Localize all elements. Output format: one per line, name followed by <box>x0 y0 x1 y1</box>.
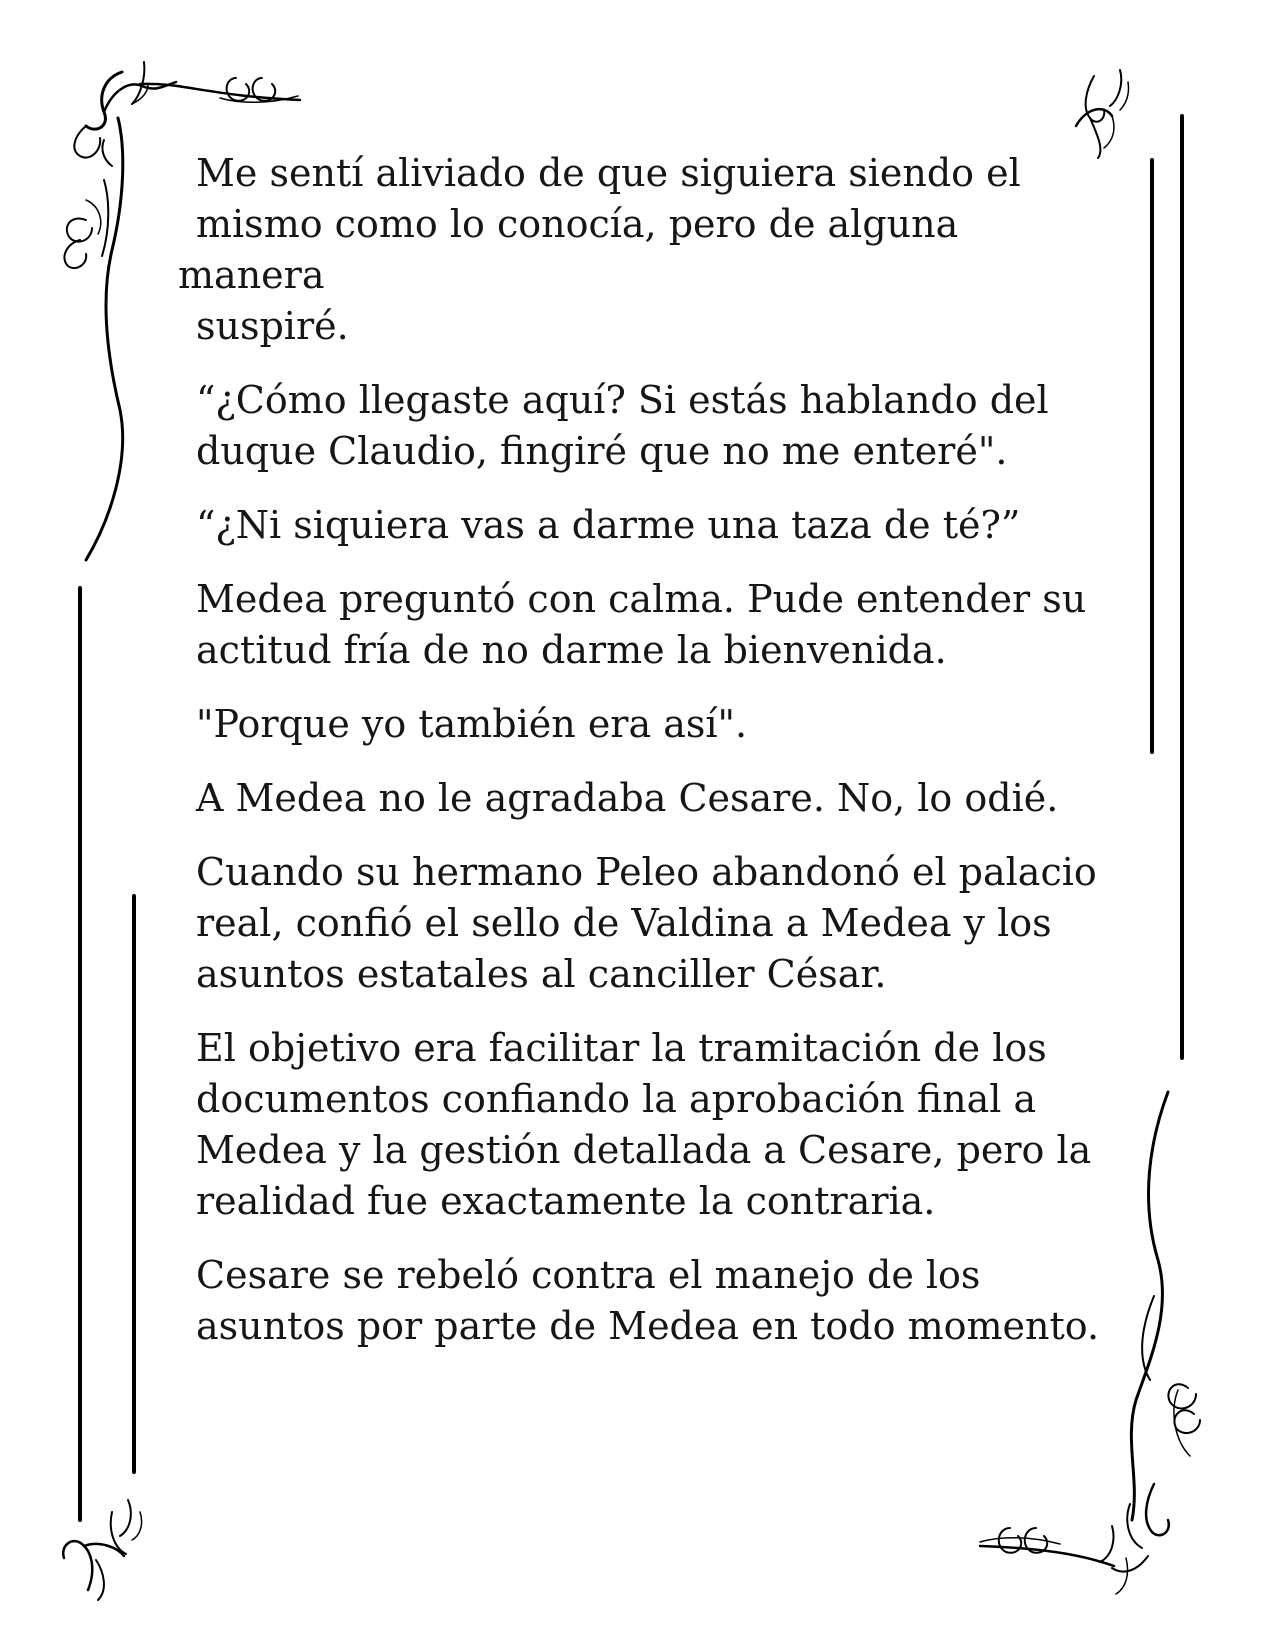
text-line: duque Claudio, fingiré que no me enteré". <box>196 429 1008 473</box>
paragraph <box>178 500 1108 551</box>
text-line: Medea y la gestión detallada a Cesare, pero la <box>196 1128 1092 1172</box>
text-line: Medea preguntó con calma. Pude entender su <box>196 577 1087 621</box>
text-line: asuntos estatales al canciller César. <box>196 952 887 996</box>
paragraph <box>178 1250 1108 1352</box>
paragraph <box>178 574 1108 676</box>
bottom-left-flourish-icon <box>63 1500 141 1600</box>
text-line: actitud fría de no darme la bienvenida. <box>196 628 947 672</box>
text-line: real, confió el sello de Valdina a Medea y los <box>196 901 1052 945</box>
text-line: Me sentí aliviado de que siguiera siendo el <box>196 151 1021 195</box>
paragraph <box>178 699 1108 750</box>
text-line: realidad fue exactamente la contraria. <box>196 1179 936 1223</box>
paragraph <box>178 1023 1108 1227</box>
text-line: mismo como lo conocía, pero de alguna manera <box>178 202 959 297</box>
text-line: asuntos por parte de Medea en todo momento. <box>196 1304 1100 1348</box>
text-line: Cesare se rebeló contra el manejo de los <box>196 1253 981 1297</box>
paragraph <box>178 148 1108 352</box>
text-line: suspiré. <box>196 304 349 348</box>
text-line: Cuando su hermano Peleo abandonó el palacio <box>196 850 1097 894</box>
paragraph <box>178 847 1108 1000</box>
text-line: “¿Cómo llegaste aquí? Si estás hablando del <box>196 378 1049 422</box>
text-line: documentos confiando la aprobación final a <box>196 1077 1037 1121</box>
paragraph <box>178 773 1108 824</box>
text-line: El objetivo era facilitar la tramitación de los <box>196 1026 1047 1070</box>
text-line: "Porque yo también era así". <box>196 702 748 746</box>
document-text <box>178 148 1108 1375</box>
paragraph <box>178 375 1108 477</box>
text-line: “¿Ni siquiera vas a darme una taza de té?” <box>196 503 1021 547</box>
top-right-flourish-icon <box>1076 70 1129 158</box>
text-line: A Medea no le agradaba Cesare. No, lo odié. <box>196 776 1059 820</box>
